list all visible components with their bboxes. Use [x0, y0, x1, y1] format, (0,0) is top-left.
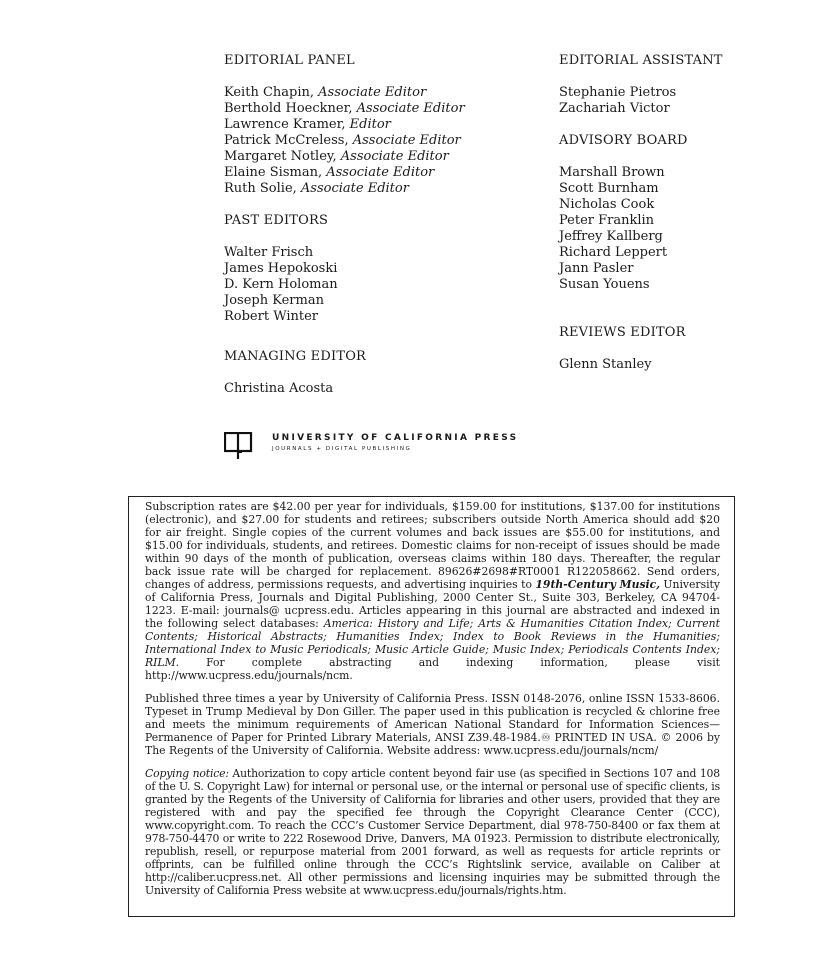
assistant-name: Stephanie Pietros — [559, 85, 677, 100]
index-list: America: History and Life; Arts & Humanities Citation Index; Current Contents; Historical Abstracts; Humanities Index; Index to Book Reviews in the Humanities; International Index to Music Periodicals; Music Article Guide; Music Index; Periodicals Contents Index; RILM. — [145, 617, 720, 669]
past-editor-name: Joseph Kerman — [224, 293, 324, 308]
advisory-board-heading: ADVISORY BOARD — [559, 133, 688, 148]
assistant-name: Zachariah Victor — [559, 101, 670, 116]
advisory-member-name: Jeffrey Kallberg — [559, 229, 663, 244]
advisory-member-name: Marshall Brown — [559, 165, 665, 180]
past-editor-name: James Hepokoski — [224, 261, 338, 276]
advisory-member-name: Scott Burnham — [559, 181, 659, 196]
editor-name: Ruth Solie, — [224, 181, 301, 196]
publication-info-box — [128, 496, 735, 917]
advisory-member-name: Susan Youens — [559, 277, 650, 292]
past-editors-heading: PAST EDITORS — [224, 213, 329, 228]
advisory-member-name: Jann Pasler — [559, 261, 634, 276]
editor-entry — [224, 85, 524, 101]
editor-role: Associate Editor — [326, 165, 435, 180]
editorial-panel-list — [224, 85, 524, 197]
publisher-logo — [224, 432, 524, 460]
editor-role: Associate Editor — [300, 181, 409, 196]
editor-role: Associate Editor — [356, 101, 465, 116]
editor-role: Associate Editor — [352, 133, 461, 148]
editor-name: Margaret Notley, — [224, 149, 341, 164]
editor-entry — [224, 117, 524, 133]
advisory-member-name: Nicholas Cook — [559, 197, 655, 212]
publisher-name: UNIVERSITY OF CALIFORNIA PRESS — [272, 433, 519, 443]
past-editor-name: Walter Frisch — [224, 245, 314, 260]
reviews-editor-name: Glenn Stanley — [559, 357, 652, 372]
editor-name: Lawrence Kramer, — [224, 117, 350, 132]
reviews-editor-heading: REVIEWS EDITOR — [559, 325, 686, 340]
right-column — [559, 53, 759, 373]
editor-entry — [224, 133, 524, 149]
editor-entry — [224, 165, 524, 181]
publisher-subtitle: JOURNALS + DIGITAL PUBLISHING — [272, 446, 412, 452]
left-column — [224, 53, 524, 397]
editor-name: Elaine Sisman, — [224, 165, 327, 180]
editor-role: Editor — [349, 117, 391, 132]
subscription-text-cont: University of California Press, Journals and Digital Publishing, 2000 Center St., Suite 303, Berkeley, CA 94704-1223. E-mail: journals@ ucpress.edu. Articles appearing in this journal are abstracted and indexed in the following select databases: — [145, 578, 720, 630]
managing-editor-heading: MANAGING EDITOR — [224, 349, 367, 364]
editor-name: Patrick McCreless, — [224, 133, 353, 148]
ucpress-logo-icon — [224, 432, 254, 460]
editor-entry — [224, 149, 524, 165]
copying-paragraph — [145, 767, 720, 897]
copying-notice-label: Copying notice: — [145, 767, 229, 780]
copying-notice-text: Authorization to copy article content beyond fair use (as specified in Sections 107 and 108 of the U. S. Copyright Law) for internal or personal use, or the internal or personal use of specific clients, is granted by the Regents of the University of California for libraries and other users, provided that they are registered with and pay the specified fee through the Copyright Clearance Center (CCC), www.copyright.com. To reach the CCC’s Customer Service Department, dial 978-750-8400 or fax them at 978-750-4470 or write to 222 Rosewood Drive, Danvers, MA 01923. Permission to distribute electronically, republish, resell, or repurpose material from 2001 forward, as well as requests for article reprints or offprints, can be fulfilled online through the CCC’s Rightslink service, available on Caliber at http://caliber.ucpress.net. All other permissions and licensing inquiries may be submitted through the University of California Press website at www.ucpress.edu/journals/rights.htm. — [145, 767, 720, 897]
editor-role: Associate Editor — [340, 149, 449, 164]
editorial-panel-heading: EDITORIAL PANEL — [224, 53, 355, 68]
editor-role: Associate Editor — [318, 85, 427, 100]
advisory-member-name: Peter Franklin — [559, 213, 655, 228]
journal-title: 19th-Century Music, — [535, 578, 660, 591]
editor-entry — [224, 101, 524, 117]
editorial-assistant-heading: EDITORIAL ASSISTANT — [559, 53, 723, 68]
publication-paragraph: Published three times a year by University of California Press. ISSN 0148-2076, online ISSN 1533-8606. Typeset in Trump Medieval by Don Giller. The paper used in this publication is recycled & chlorine free and meets the minimum requirements of American National Standard for Information Sciences—Permanence of Paper for Printed Library Materials, ANSI Z39.48-1984.♾ PRINTED IN USA. © 2006 by The Regents of the University of California. Website address: www.ucpress.edu/journals/ncm/ — [145, 692, 720, 757]
past-editor-name: D. Kern Holoman — [224, 277, 338, 292]
subscription-paragraph — [145, 500, 720, 682]
publication-info-text — [145, 500, 720, 907]
subscription-text: Subscription rates are $42.00 per year for individuals, $159.00 for institutions, $137.00 for institutions (electronic), and $27.00 for students and retirees; subscribers outside North America should add $20 for air freight. Single copies of the current volumes and back issues are $55.00 for institutions, and $15.00 for individuals, students, and retirees. Domestic claims for non-receipt of issues should be made within 90 days of the month of publication, overseas claims within 180 days. Thereafter, the regular back issue rate will be charged for replacement. 89626#2698#RT0001 R122058662. Send orders, changes of address, permissions requests, and advertising inquiries to — [145, 500, 720, 591]
past-editor-name: Robert Winter — [224, 309, 318, 324]
editor-entry — [224, 181, 524, 197]
editor-name: Berthold Hoeckner, — [224, 101, 357, 116]
advisory-member-name: Richard Leppert — [559, 245, 668, 260]
managing-editor-name: Christina Acosta — [224, 381, 334, 396]
past-editors-list — [224, 245, 524, 325]
editor-name: Keith Chapin, — [224, 85, 319, 100]
subscription-text-end: For complete abstracting and indexing information, please visit http://www.ucpress.edu/journals/ncm. — [145, 656, 720, 682]
